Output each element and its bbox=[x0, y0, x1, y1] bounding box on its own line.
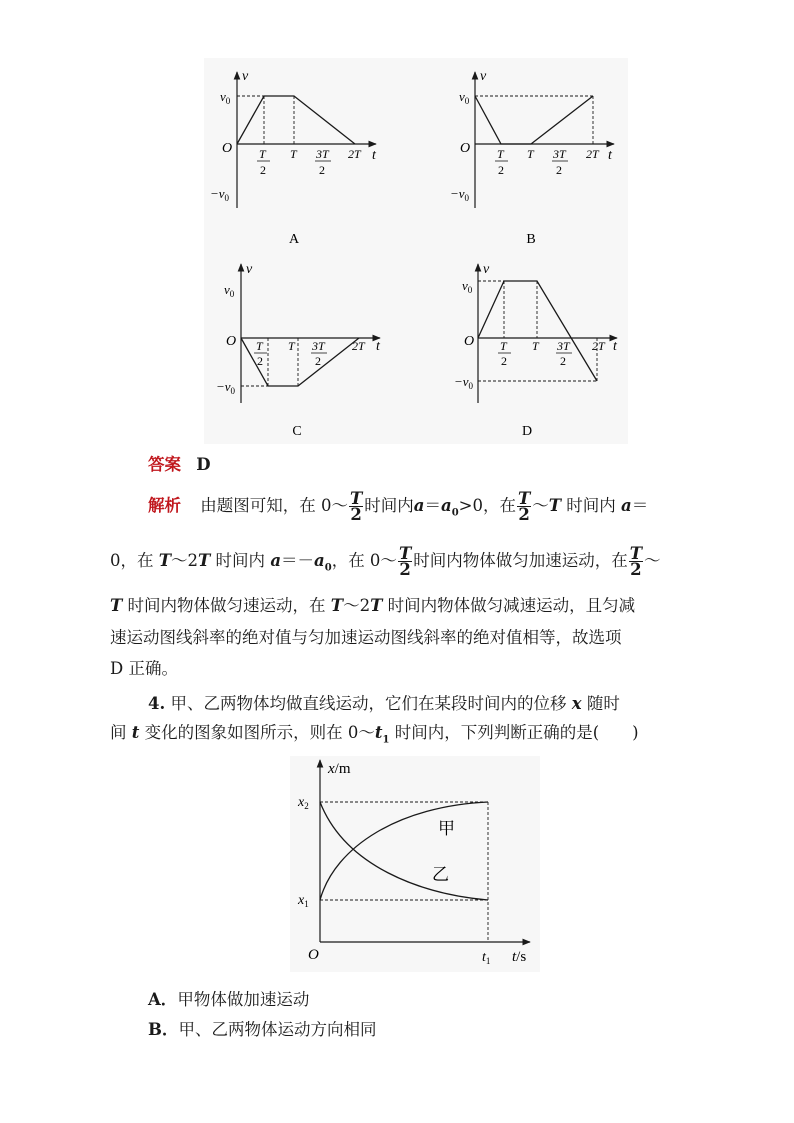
curve-jia bbox=[320, 802, 488, 900]
answer-line bbox=[148, 449, 728, 481]
svg-text:v0: $v_0$ bbox=[220, 89, 231, 106]
svg-text:3T: 3T bbox=[316, 147, 329, 161]
graph-b bbox=[450, 69, 614, 247]
x2-label: $x_2$ bbox=[298, 795, 309, 811]
svg-text:T: T bbox=[290, 147, 297, 161]
svg-text:T: T bbox=[288, 339, 295, 353]
graph-a-line bbox=[237, 96, 355, 144]
svg-text:2: 2 bbox=[501, 354, 507, 368]
svg-text:t: t bbox=[613, 339, 617, 354]
svg-text:T: T bbox=[500, 339, 507, 353]
svg-text:2T: 2T bbox=[348, 147, 361, 161]
analysis-line-5: D 正确。 bbox=[110, 659, 178, 678]
svg-text:T: T bbox=[497, 147, 504, 161]
svg-text:2T: 2T bbox=[592, 339, 605, 353]
svg-text:T: T bbox=[256, 339, 263, 353]
option-b[interactable] bbox=[148, 1016, 376, 1040]
graph-a-axis-v: v bbox=[242, 69, 249, 84]
answer-label: 答案 bbox=[148, 455, 181, 474]
xt-x-axis-label: t/s bbox=[512, 949, 527, 965]
analysis-line-3: T 时间内物体做匀速运动，在 T～2T 时间内物体做匀减速运动，且匀减 bbox=[110, 596, 636, 615]
option-b-text: 甲、乙两物体运动方向相同 bbox=[178, 1020, 377, 1039]
svg-text:2T: 2T bbox=[586, 147, 599, 161]
svg-text:T: T bbox=[532, 339, 539, 353]
svg-text:2: 2 bbox=[319, 163, 325, 177]
analysis-line-2: 0，在 T～2T 时间内 $a=-a_0$，在 0～ $\frac{T}{2}$ 时间内物体做匀加速运动，在 $\frac{T}{2}$ ～ bbox=[110, 544, 661, 579]
svg-text:v: v bbox=[483, 262, 490, 277]
graph-c-label: C bbox=[292, 424, 302, 439]
svg-text:−v0: $-v_0$ bbox=[216, 379, 236, 396]
graph-b-label: B bbox=[526, 232, 536, 247]
svg-text:2: 2 bbox=[556, 163, 562, 177]
svg-text:3T: 3T bbox=[557, 339, 570, 353]
svg-text:v0: $v_0$ bbox=[462, 278, 473, 295]
svg-text:2T: 2T bbox=[352, 339, 365, 353]
svg-text:2: 2 bbox=[560, 354, 566, 368]
analysis-line-1: 解析 由题图可知，在 0～ $\frac{T}{2}$ 时间内$a=a_0>0$，在 $\frac{T}{2}$ ～T 时间内 a＝ bbox=[148, 489, 649, 524]
graph-d bbox=[454, 262, 618, 439]
svg-text:−v0: $-v_0$ bbox=[454, 374, 474, 391]
vt-graphs-figure bbox=[204, 58, 628, 444]
svg-text:O: O bbox=[460, 141, 471, 156]
xt-graph-svg bbox=[290, 756, 540, 972]
svg-text:O: O bbox=[226, 334, 237, 349]
graph-c bbox=[216, 262, 381, 439]
xt-graph-figure bbox=[290, 756, 540, 972]
curve-yi bbox=[320, 802, 488, 900]
svg-text:t: t bbox=[376, 339, 380, 354]
option-a[interactable] bbox=[148, 986, 309, 1010]
graph-a-label: A bbox=[288, 232, 300, 247]
question-4-line-1: 4. 甲、乙两物体均做直线运动，它们在某段时间内的位移 x 随时 bbox=[148, 694, 620, 713]
t1-label: $t_1$ bbox=[482, 950, 491, 966]
svg-text:−v0: $-v_0$ bbox=[450, 186, 470, 203]
svg-text:2: 2 bbox=[315, 354, 321, 368]
question-number: 4. bbox=[148, 694, 166, 713]
svg-text:2: 2 bbox=[260, 163, 266, 177]
xt-origin: O bbox=[308, 947, 319, 963]
option-a-letter: A． bbox=[148, 990, 178, 1009]
svg-text:O: O bbox=[464, 334, 475, 349]
graph-d-label: D bbox=[521, 424, 533, 439]
question-4-line-2: 间 t 变化的图象如图所示，则在 $0\sim t_1$ 时间内，下列判断正确的是( ) bbox=[110, 723, 639, 746]
svg-text:T: T bbox=[259, 147, 266, 161]
graph-d-line bbox=[478, 281, 597, 381]
xt-y-axis-label: x/m bbox=[328, 761, 351, 777]
answer-value: D bbox=[196, 455, 211, 474]
svg-text:−v0: $-v_0$ bbox=[210, 186, 230, 203]
curve-jia-label: 甲 bbox=[438, 819, 455, 838]
analysis-line-4: 速运动图线斜率的绝对值与匀加速运动图线斜率的绝对值相等，故选项 bbox=[110, 628, 622, 647]
graph-a-origin: O bbox=[222, 141, 233, 156]
svg-text:t: t bbox=[608, 148, 612, 163]
analysis-label: 解析 bbox=[148, 496, 181, 515]
option-b-letter: B． bbox=[148, 1020, 179, 1039]
svg-text:T: T bbox=[527, 147, 534, 161]
svg-text:2: 2 bbox=[498, 163, 504, 177]
option-a-text: 甲物体做加速运动 bbox=[177, 990, 310, 1009]
svg-text:v0: $v_0$ bbox=[224, 282, 235, 299]
svg-text:3T: 3T bbox=[553, 147, 566, 161]
x1-label: $x_1$ bbox=[298, 893, 309, 909]
svg-text:v: v bbox=[246, 262, 253, 277]
svg-text:v: v bbox=[480, 69, 487, 84]
svg-text:2: 2 bbox=[257, 354, 263, 368]
curve-yi-label: 乙 bbox=[432, 865, 449, 884]
svg-text:3T: 3T bbox=[312, 339, 325, 353]
svg-text:v0: $v_0$ bbox=[459, 89, 470, 106]
graph-a-axis-t: t bbox=[372, 148, 376, 163]
graph-b-line bbox=[475, 96, 593, 144]
vt-graphs-svg bbox=[204, 58, 628, 444]
graph-a bbox=[210, 69, 377, 247]
